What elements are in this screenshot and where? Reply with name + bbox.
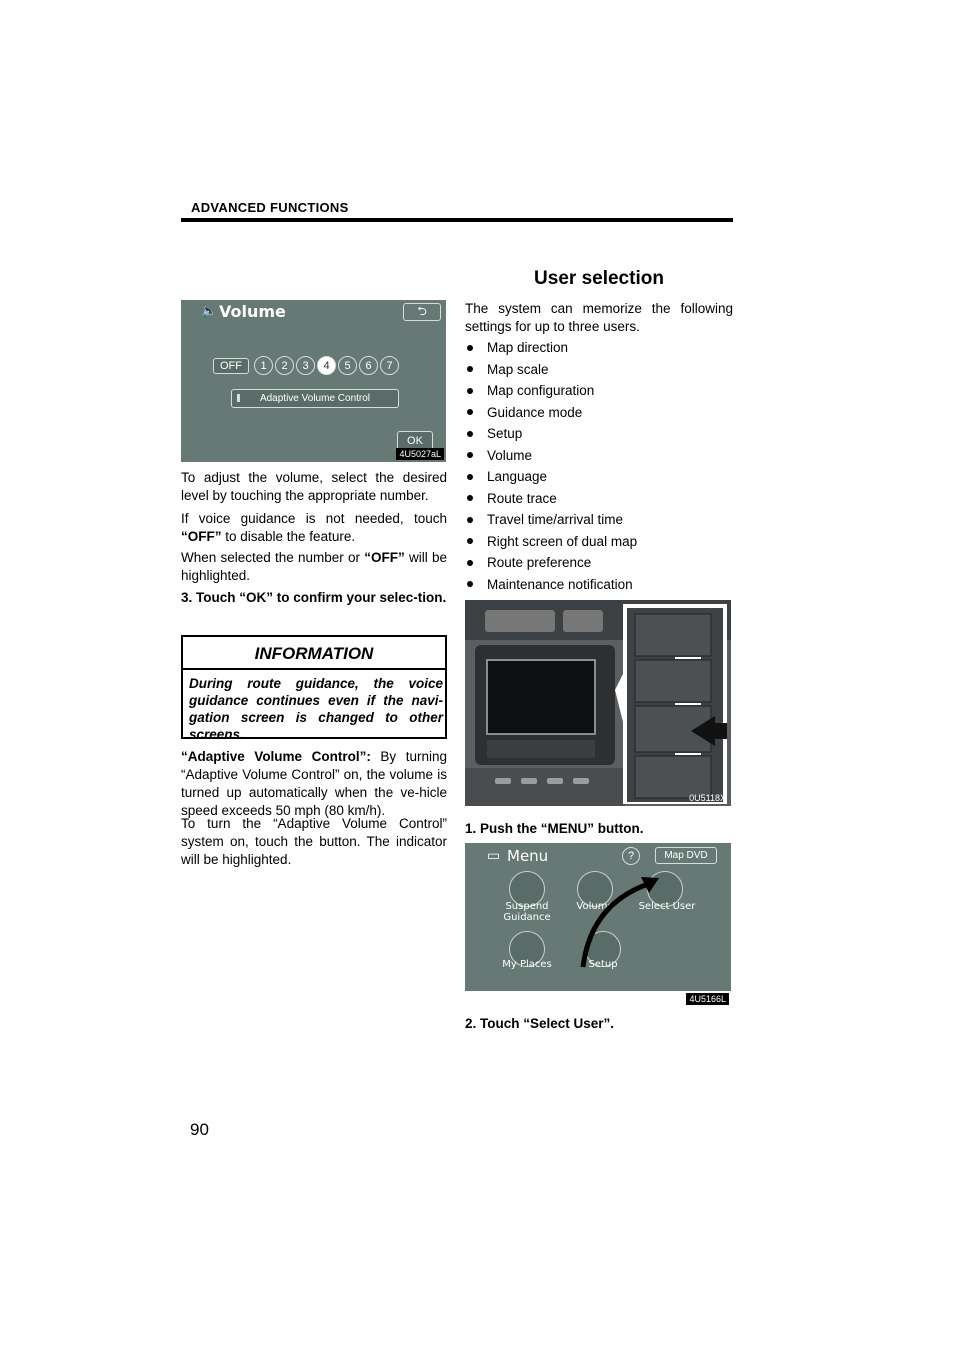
page-number: 90 xyxy=(190,1120,209,1139)
menu-screen-figure xyxy=(465,843,731,1004)
volume-screen-figure xyxy=(181,300,446,462)
step-3: 3. Touch “OK” to confirm your selec-tion. xyxy=(181,590,447,605)
bullet-icon xyxy=(467,345,473,351)
list-item xyxy=(465,531,733,553)
list-item-label: Map configuration xyxy=(487,383,595,398)
avc-indicator xyxy=(237,394,240,402)
figure-code: 4U5166L xyxy=(686,993,729,1005)
bullet-icon xyxy=(467,517,473,523)
avc-label: Adaptive Volume Control xyxy=(259,393,371,404)
list-item-label: Route preference xyxy=(487,555,592,570)
adaptive-volume-control-button[interactable] xyxy=(231,389,399,408)
list-item-label: Guidance mode xyxy=(487,404,583,420)
list-item-label: Map direction xyxy=(487,340,569,355)
bullet-icon xyxy=(467,409,473,415)
volume-level-selector xyxy=(213,356,399,375)
information-box xyxy=(181,635,447,742)
volume-level-7[interactable]: 7 xyxy=(380,356,399,375)
paragraph-adjust: To adjust the volume, select the desired level by touching the appropriate number. xyxy=(181,470,447,503)
avc-term: “Adaptive Volume Control”: xyxy=(181,749,371,764)
settings-list xyxy=(465,337,733,595)
volume-level-3[interactable]: 3 xyxy=(296,356,315,375)
text: will be highlighted. xyxy=(181,550,447,583)
volume-level-6[interactable]: 6 xyxy=(359,356,378,375)
list-item-label: Map scale xyxy=(487,361,549,377)
bullet-icon xyxy=(467,366,473,372)
list-item xyxy=(465,509,733,531)
speaker-icon: 🔈 xyxy=(201,304,218,319)
dashboard-illustration xyxy=(465,600,731,806)
off-term: “OFF” xyxy=(181,529,222,544)
sub-heading: User selection xyxy=(534,268,664,289)
volume-label[interactable]: Volume xyxy=(576,901,614,912)
help-button[interactable]: ? xyxy=(622,847,640,865)
menu-screen-title: Menu xyxy=(507,847,549,865)
bullet-icon xyxy=(467,474,473,480)
header-rule xyxy=(181,218,733,222)
select-user-label[interactable]: Select User xyxy=(638,901,696,912)
text: to disable the feature. xyxy=(221,529,356,544)
back-button[interactable]: ⮌ xyxy=(403,303,441,321)
step-2: 2. Touch “Select User”. xyxy=(465,1016,615,1031)
list-item-label: Language xyxy=(487,469,548,484)
paragraph-highlight xyxy=(181,549,447,585)
bullet-icon xyxy=(467,388,473,394)
setup-label[interactable]: Setup xyxy=(588,959,618,970)
text: By turning “Adaptive Volume Control” on, the volume is turned up automatically when the ve-hicle speed exceeds 50 mph (80 km/h). xyxy=(181,749,447,818)
volume-level-2[interactable]: 2 xyxy=(275,356,294,375)
list-item-label: Travel time/arrival time xyxy=(487,512,624,527)
list-item-label: Setup xyxy=(487,426,523,441)
bullet-icon xyxy=(467,431,473,437)
figure-code: 4U5027aL xyxy=(396,448,444,460)
volume-level-4[interactable]: 4 xyxy=(317,356,336,375)
map-dvd-button[interactable]: Map DVD xyxy=(655,847,717,864)
bullet-icon xyxy=(467,452,473,458)
bullet-icon xyxy=(467,495,473,501)
list-item-label: Maintenance notification xyxy=(487,576,633,592)
list-item xyxy=(465,402,733,424)
volume-level-5[interactable]: 5 xyxy=(338,356,357,375)
volume-level-1[interactable]: 1 xyxy=(254,356,273,375)
volume-screen-title: Volume xyxy=(219,302,286,321)
bullet-icon xyxy=(467,581,473,587)
step-1: 1. Push the “MENU” button. xyxy=(465,821,644,836)
menu-icon: ▭ xyxy=(487,848,501,864)
section-title: ADVANCED FUNCTIONS xyxy=(191,200,349,215)
curved-arrow-icon xyxy=(465,843,731,991)
information-title: INFORMATION xyxy=(254,644,374,663)
list-item-label: Volume xyxy=(487,447,533,463)
figure-code: 0U5118X xyxy=(689,793,726,803)
list-item xyxy=(465,488,733,510)
off-term: “OFF” xyxy=(364,550,405,565)
paragraph-avc-on: To turn the “Adaptive Volume Control” system on, touch the button. The indicator will be highlighted. xyxy=(181,816,447,867)
list-item xyxy=(465,445,733,467)
bullet-icon xyxy=(467,538,473,544)
list-item-label: Route trace xyxy=(487,490,557,506)
divider xyxy=(183,668,445,670)
list-item xyxy=(465,380,733,402)
list-item xyxy=(465,466,733,488)
list-item xyxy=(465,423,733,445)
my-places-label[interactable]: My Places xyxy=(502,959,552,970)
intro-paragraph: The system can memorize the following settings for up to three users. xyxy=(465,301,733,334)
bullet-icon xyxy=(467,560,473,566)
list-item xyxy=(465,552,733,574)
dashboard-figure xyxy=(465,600,731,806)
volume-off-button[interactable]: OFF xyxy=(213,358,249,374)
list-item xyxy=(465,359,733,381)
suspend-guidance-label[interactable]: Suspend Guidance xyxy=(503,901,551,923)
information-text: During route guidance, the voice guidance continues even if the navi-gation screen is changed to other screens. xyxy=(189,676,443,742)
paragraph-off xyxy=(181,510,447,546)
text: When selected the number or xyxy=(181,550,365,565)
paragraph-avc xyxy=(181,748,447,820)
text: If voice guidance is not needed, touch xyxy=(181,511,447,526)
list-item xyxy=(465,337,733,359)
ok-button[interactable]: OK xyxy=(397,431,433,450)
list-item-label: Right screen of dual map xyxy=(487,533,638,549)
list-item xyxy=(465,574,733,596)
